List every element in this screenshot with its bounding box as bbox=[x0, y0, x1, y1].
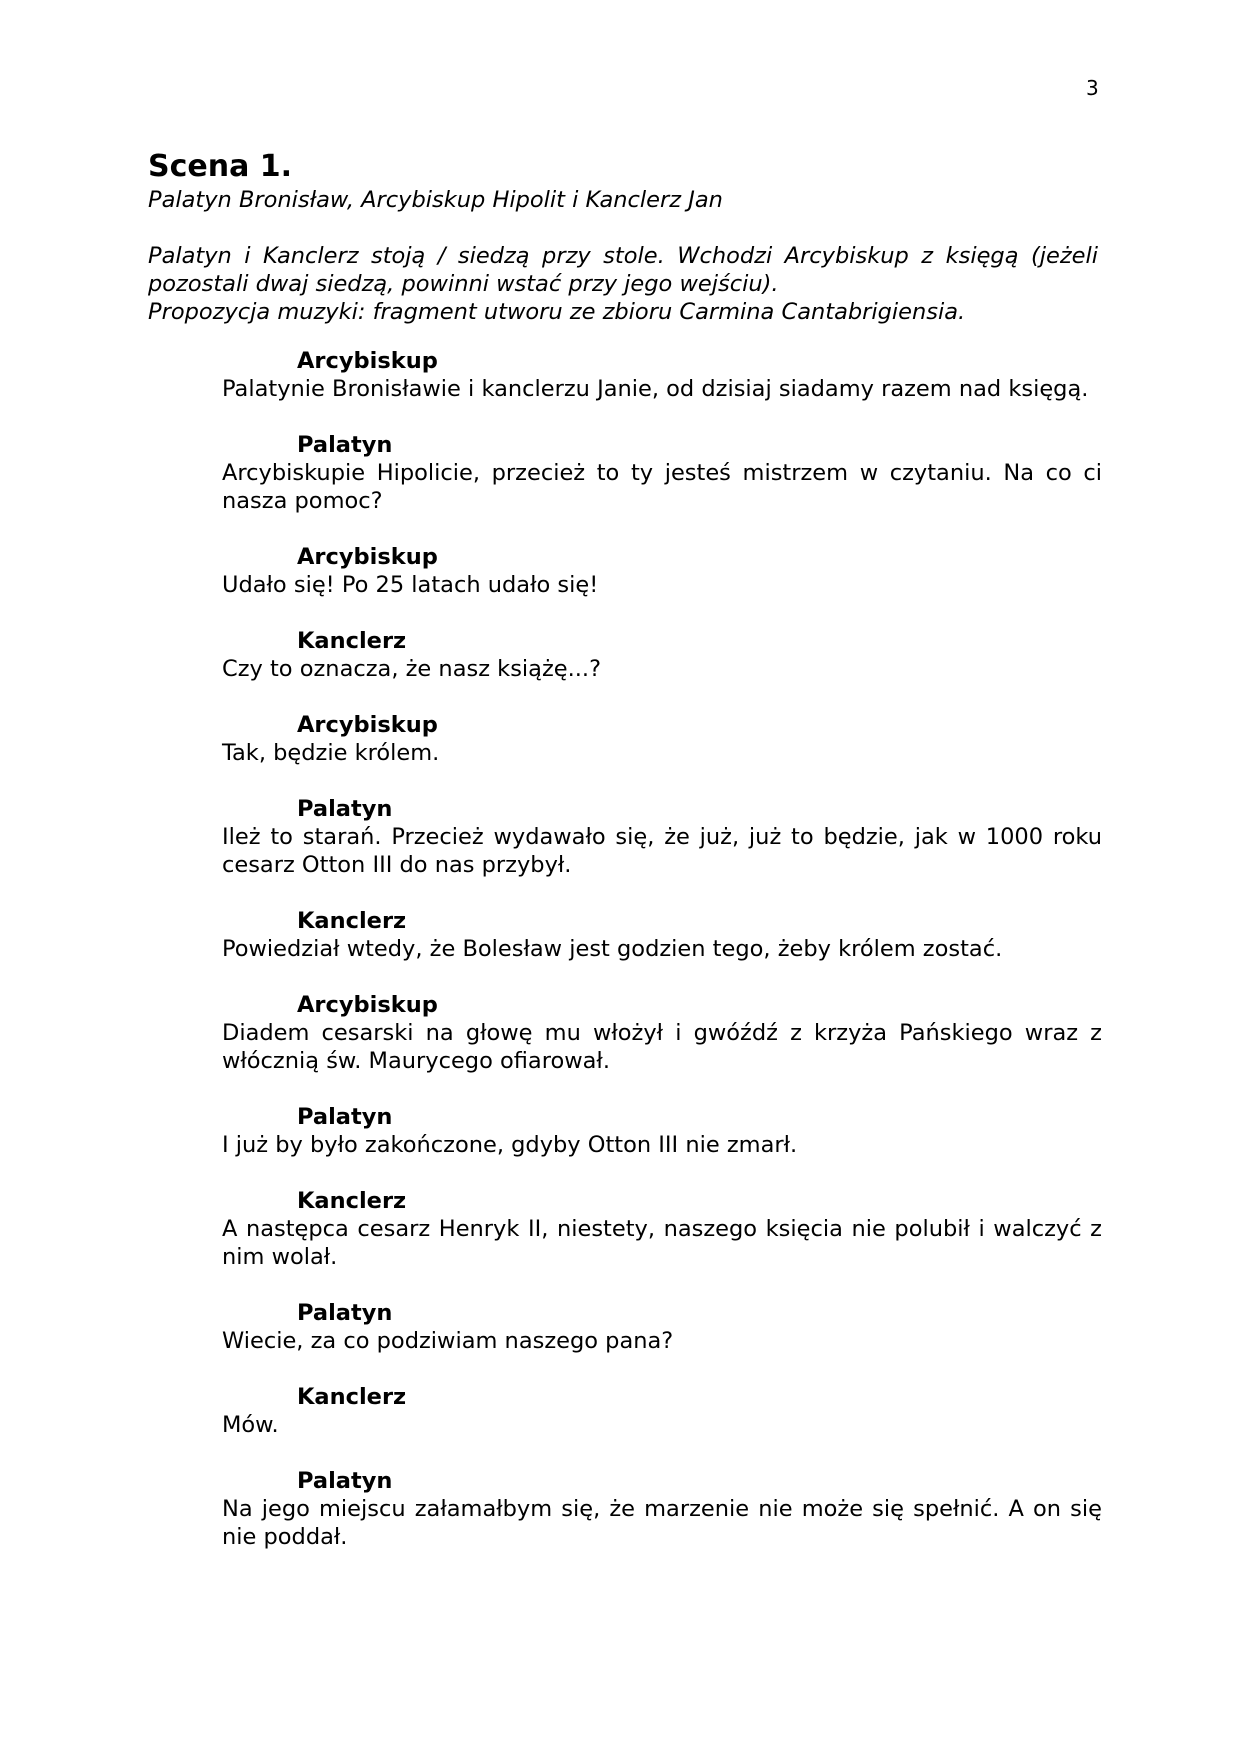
speech-text: Diadem cesarski na głowę mu włożył i gwóźdź z krzyża Pańskiego wraz z włócznią św. Maurycego ofiarował. bbox=[222, 1020, 1102, 1074]
speech-text: Mów. bbox=[222, 1412, 279, 1438]
speaker-name: Palatyn bbox=[297, 1468, 393, 1494]
speaker-name: Arcybiskup bbox=[297, 348, 438, 374]
speaker-name: Palatyn bbox=[297, 796, 393, 822]
dialogue-entry bbox=[222, 1187, 1102, 1271]
speech-text: Wiecie, za co podziwiam naszego pana? bbox=[222, 1328, 674, 1354]
speech-text: Arcybiskupie Hipolicie, przecież to ty jesteś mistrzem w czytaniu. Na co ci nasza pomoc? bbox=[222, 460, 1102, 514]
speech-text: Tak, będzie królem. bbox=[222, 740, 440, 766]
dialogue-entry bbox=[222, 795, 1102, 879]
speech-text: Czy to oznacza, że nasz książę...? bbox=[222, 656, 602, 682]
speaker-name: Kanclerz bbox=[297, 1384, 407, 1410]
speaker-name: Kanclerz bbox=[297, 1188, 407, 1214]
speech-text: Na jego miejscu załamałbym się, że marzenie nie może się spełnić. A on się nie poddał. bbox=[222, 1496, 1102, 1550]
stage-directions bbox=[148, 242, 1098, 326]
speaker-name: Arcybiskup bbox=[297, 544, 438, 570]
dialogue-entry bbox=[222, 347, 1102, 403]
speech-text: Palatynie Bronisławie i kanclerzu Janie, od dzisiaj siadamy razem nad księgą. bbox=[222, 376, 1089, 402]
dialogue-entry bbox=[222, 1383, 1102, 1439]
dialogue-entry bbox=[222, 1467, 1102, 1551]
dialogue-entry bbox=[222, 991, 1102, 1075]
speaker-name: Kanclerz bbox=[297, 628, 407, 654]
scene-cast: Palatyn Bronisław, Arcybiskup Hipolit i Kanclerz Jan bbox=[148, 187, 723, 213]
dialogue-entry bbox=[222, 1103, 1102, 1159]
speaker-name: Arcybiskup bbox=[297, 712, 438, 738]
speaker-name: Arcybiskup bbox=[297, 992, 438, 1018]
dialogue-entry bbox=[222, 543, 1102, 599]
speaker-name: Kanclerz bbox=[297, 908, 407, 934]
speaker-name: Palatyn bbox=[297, 1300, 393, 1326]
dialogue-entry bbox=[222, 907, 1102, 963]
page-number: 3 bbox=[1086, 76, 1099, 100]
dialogue-entry bbox=[222, 1299, 1102, 1355]
dialogue-list bbox=[222, 347, 1102, 1579]
speech-text: Ileż to starań. Przecież wydawało się, że już, już to będzie, jak w 1000 roku cesarz Otton III do nas przybył. bbox=[222, 824, 1102, 878]
speaker-name: Palatyn bbox=[297, 432, 393, 458]
dialogue-entry bbox=[222, 627, 1102, 683]
speech-text: Udało się! Po 25 latach udało się! bbox=[222, 572, 599, 598]
stage-direction-line: Propozycja muzyki: fragment utworu ze zbioru Carmina Cantabrigiensia. bbox=[148, 299, 966, 325]
speech-text: I już by było zakończone, gdyby Otton III nie zmarł. bbox=[222, 1132, 798, 1158]
scene-title: Scena 1. bbox=[148, 149, 293, 184]
stage-direction-line: Palatyn i Kanclerz stoją / siedzą przy stole. Wchodzi Arcybiskup z księgą (jeżeli bbox=[148, 243, 1098, 269]
scene-header bbox=[148, 148, 1098, 326]
speech-text: A następca cesarz Henryk II, niestety, naszego księcia nie polubił i walczyć z nim wolał. bbox=[222, 1216, 1102, 1270]
speech-text: Powiedział wtedy, że Bolesław jest godzien tego, żeby królem zostać. bbox=[222, 936, 1003, 962]
stage-direction-line: pozostali dwaj siedzą, powinni wstać przy jego wejściu). bbox=[148, 271, 779, 297]
dialogue-entry bbox=[222, 431, 1102, 515]
dialogue-entry bbox=[222, 711, 1102, 767]
speaker-name: Palatyn bbox=[297, 1104, 393, 1130]
